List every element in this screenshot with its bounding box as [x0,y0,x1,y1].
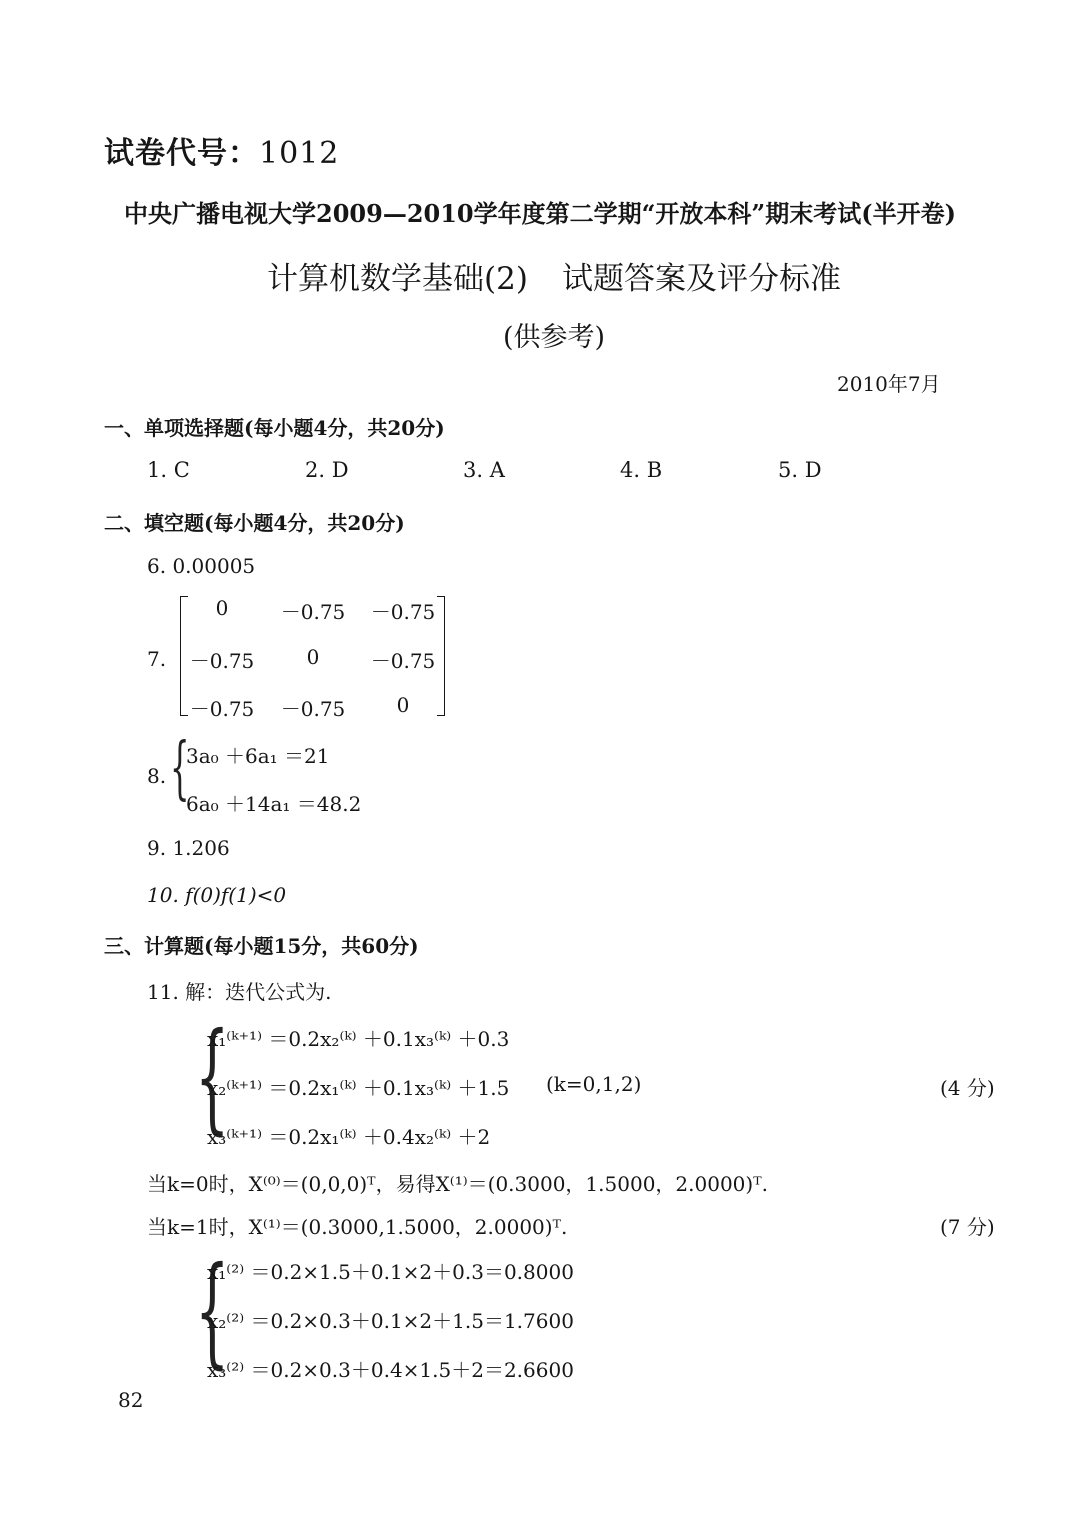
exam-code [104,128,339,172]
section-1-title: 一、单项选择题(每小题4分，共20分) [104,416,445,440]
exam-code-separator: ： [228,136,259,171]
answer-3: 3. A [463,458,505,482]
answer-1: 1. C [147,458,190,482]
matrix-cell: －0.75 [280,600,346,624]
question-8-equation-2: 6a₀ ＋14a₁ ＝48.2 [186,792,362,816]
answer-4: 4. B [620,458,663,482]
matrix-cell: －0.75 [370,600,436,624]
question-10-answer: 10. f(0)f(1)<0 [147,883,287,907]
iteration-equation-1: x₁⁽ᵏ⁺¹⁾ ＝0.2x₂⁽ᵏ⁾ ＋0.1x₃⁽ᵏ⁾ ＋0.3 [207,1027,510,1051]
answer-5: 5. D [778,458,822,482]
matrix-cell: －0.75 [280,697,346,721]
question-8-equation-1: 3a₀ ＋6a₁ ＝21 [186,744,330,768]
exam-code-value: 1012 [259,136,340,171]
score-mark-7: (7 分) [940,1215,995,1239]
exam-code-label: 试卷代号 [104,136,228,171]
matrix-cell: 0 [306,645,320,669]
matrix-cell: －0.75 [189,697,255,721]
matrix-cell: －0.75 [370,649,436,673]
section-2-title: 二、填空题(每小题4分，共20分) [104,511,405,535]
system-brace: { [195,1242,230,1381]
document-type: 试题答案及评分标准 [561,261,841,297]
calculation-line-3: x₃⁽²⁾ ＝0.2×0.3＋0.4×1.5＋2＝2.6600 [207,1358,574,1382]
question-7-label: 7. [147,647,167,671]
answer-2: 2. D [305,458,349,482]
iteration-step-k1: 当k=1时，X⁽¹⁾＝(0.3000,1.5000，2.0000)ᵀ. [147,1215,568,1239]
matrix-cell: 0 [396,693,410,717]
system-brace: { [195,1008,230,1147]
question-6-answer: 6. 0.00005 [147,554,256,578]
question-11-intro: 11. 解：迭代公式为. [147,980,332,1004]
iteration-equation-2: x₂⁽ᵏ⁺¹⁾ ＝0.2x₁⁽ᵏ⁾ ＋0.1x₃⁽ᵏ⁾ ＋1.5 [207,1076,510,1100]
exam-title: 中央广播电视大学2009—2010学年度第二学期“开放本科”期末考试(半开卷) [124,199,956,228]
calculation-line-2: x₂⁽²⁾ ＝0.2×0.3＋0.1×2＋1.5＝1.7600 [207,1309,574,1333]
iteration-equation-3: x₃⁽ᵏ⁺¹⁾ ＝0.2x₁⁽ᵏ⁾ ＋0.4x₂⁽ᵏ⁾ ＋2 [207,1125,491,1149]
matrix-cell: －0.75 [189,649,255,673]
page-number: 82 [118,1388,144,1412]
matrix-cell: 0 [215,596,229,620]
section-3-title: 三、计算题(每小题15分，共60分) [104,934,419,958]
reference-note: (供参考) [502,322,606,353]
iteration-step-k0: 当k=0时，X⁽⁰⁾＝(0,0,0)ᵀ，易得X⁽¹⁾＝(0.3000，1.5000，2.0000)ᵀ. [147,1172,768,1196]
score-mark-4: (4 分) [940,1076,995,1100]
exam-date: 2010年7月 [837,372,941,396]
question-9-answer: 9. 1.206 [147,836,230,860]
system-brace: { [170,729,190,808]
iteration-condition: (k=0,1,2) [546,1072,642,1096]
question-7-matrix [180,596,445,721]
question-8-label: 8. [147,764,167,788]
calculation-line-1: x₁⁽²⁾ ＝0.2×1.5＋0.1×2＋0.3＝0.8000 [207,1260,574,1284]
course-title [0,253,1080,298]
course-name: 计算机数学基础(2) [267,261,528,297]
